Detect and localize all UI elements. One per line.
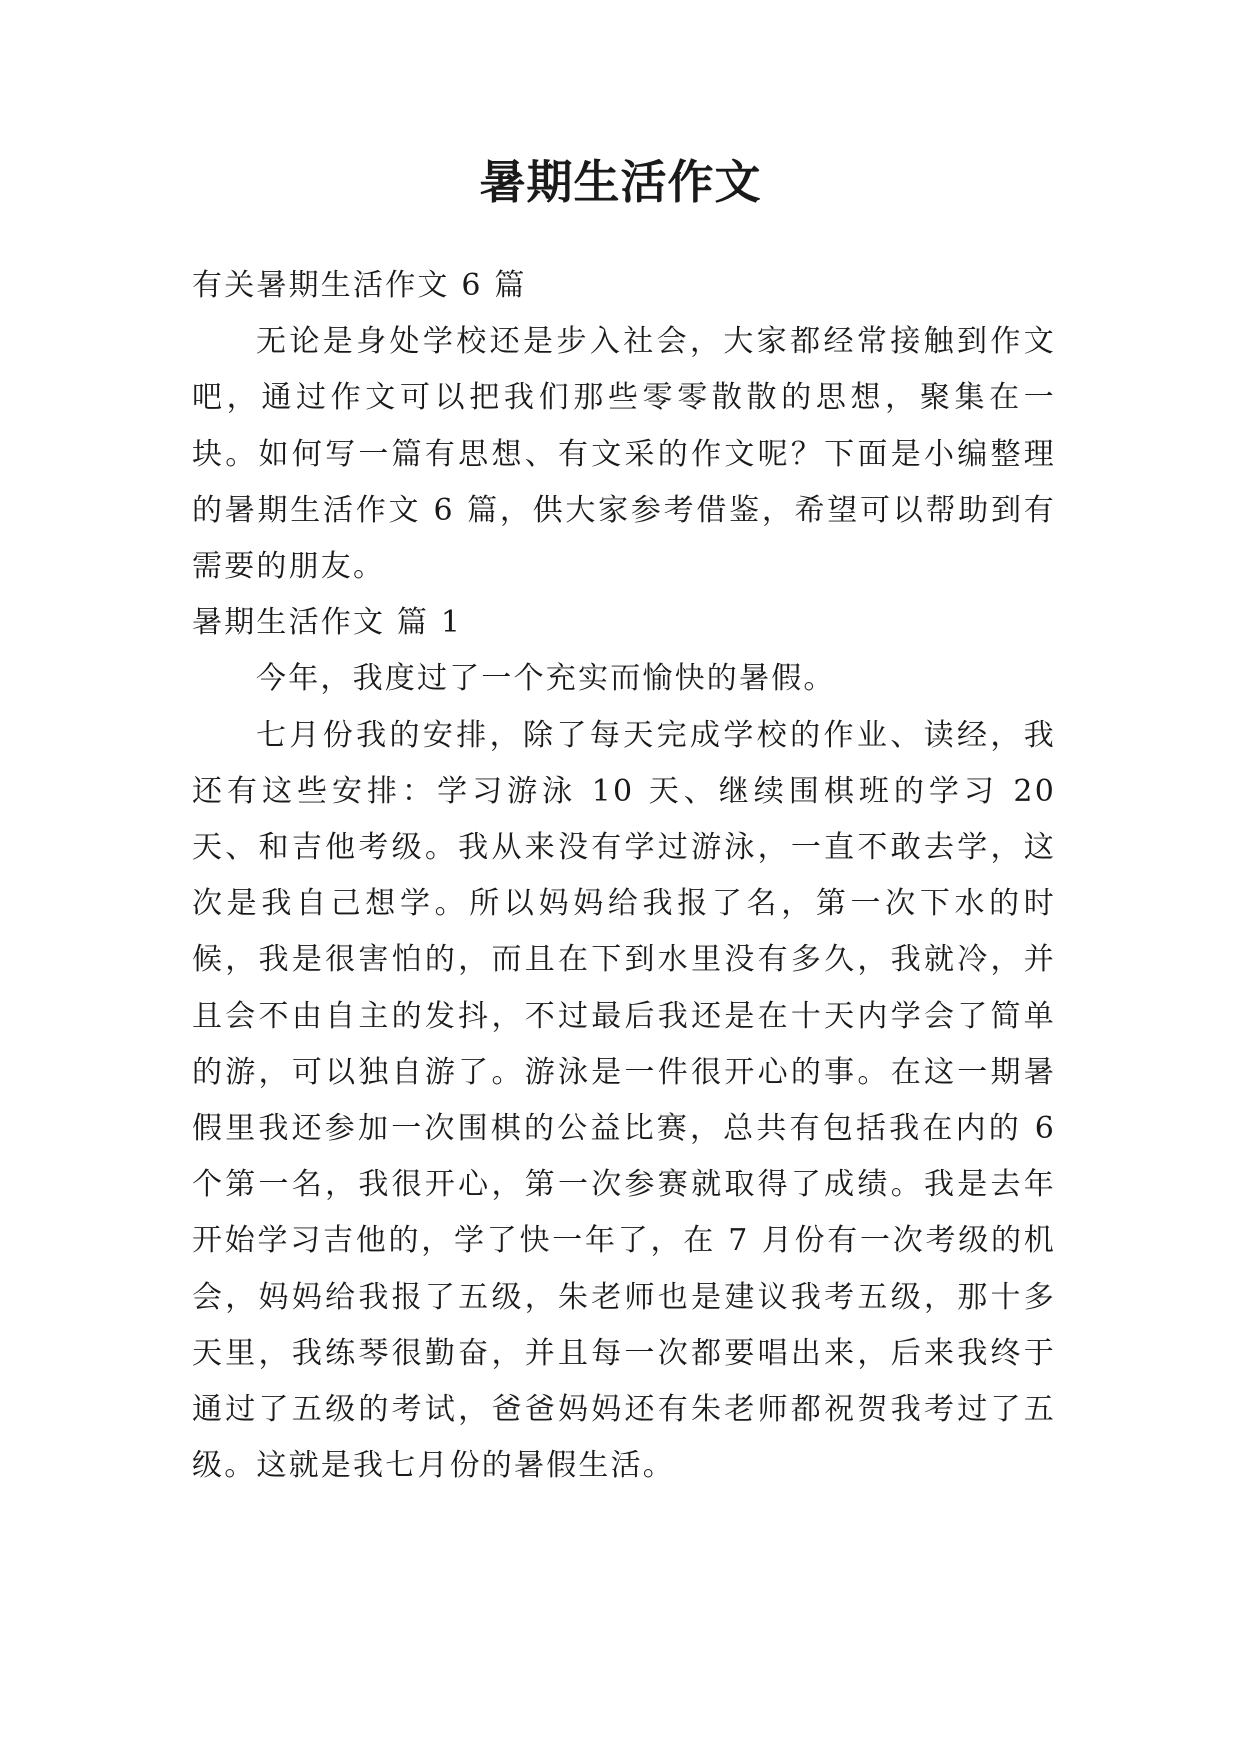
- collection-heading: 有关暑期生活作文 6 篇: [192, 268, 527, 303]
- essay-1-paragraph-2: 七月份我的安排，除了每天完成学校的作业、读经，我还有这些安排：学习游泳 10 天、继续围棋班的学习 20 天、和吉他考级。我从来没有学过游泳，一直不敢去学，这次是我自己想学。所以妈妈给我报了名，第一次下水的时候，我是很害怕的，而且在下到水里没有多久，我就冷，并且会不由自主的发抖，不过最后我还是在十天内学会了简单的游，可以独自游了。游泳是一件很开心的事。在这一期暑假里我还参加一次围棋的公益比赛，总共有包括我在内的 6 个第一名，我很开心，第一次参赛就取得了成绩。我是去年开始学习吉他的，学了快一年了，在 7 月份有一次考级的机会，妈妈给我报了五级，朱老师也是建议我考五级，那十多天里，我练琴很勤奋，并且每一次都要唱出来，后来我终于通过了五级的考试，爸爸妈妈还有朱老师都祝贺我考过了五级。这就是我七月份的暑假生活。: [192, 717, 1056, 1484]
- document-title: 暑期生活作文: [479, 155, 762, 209]
- document-body: [192, 258, 1056, 1494]
- intro-paragraph: 无论是身处学校还是步入社会，大家都经常接触到作文吧，通过作文可以把我们那些零零散散的思想，聚集在一块。如何写一篇有思想、有文采的作文呢？下面是小编整理的暑期生活作文 6 篇，供大家参考借鉴，希望可以帮助到有需要的朋友。: [192, 324, 1056, 585]
- essay-1-heading: 暑期生活作文 篇 1: [192, 605, 463, 641]
- essay-1-paragraph-1: 今年，我度过了一个充实而愉快的暑假。: [256, 661, 836, 697]
